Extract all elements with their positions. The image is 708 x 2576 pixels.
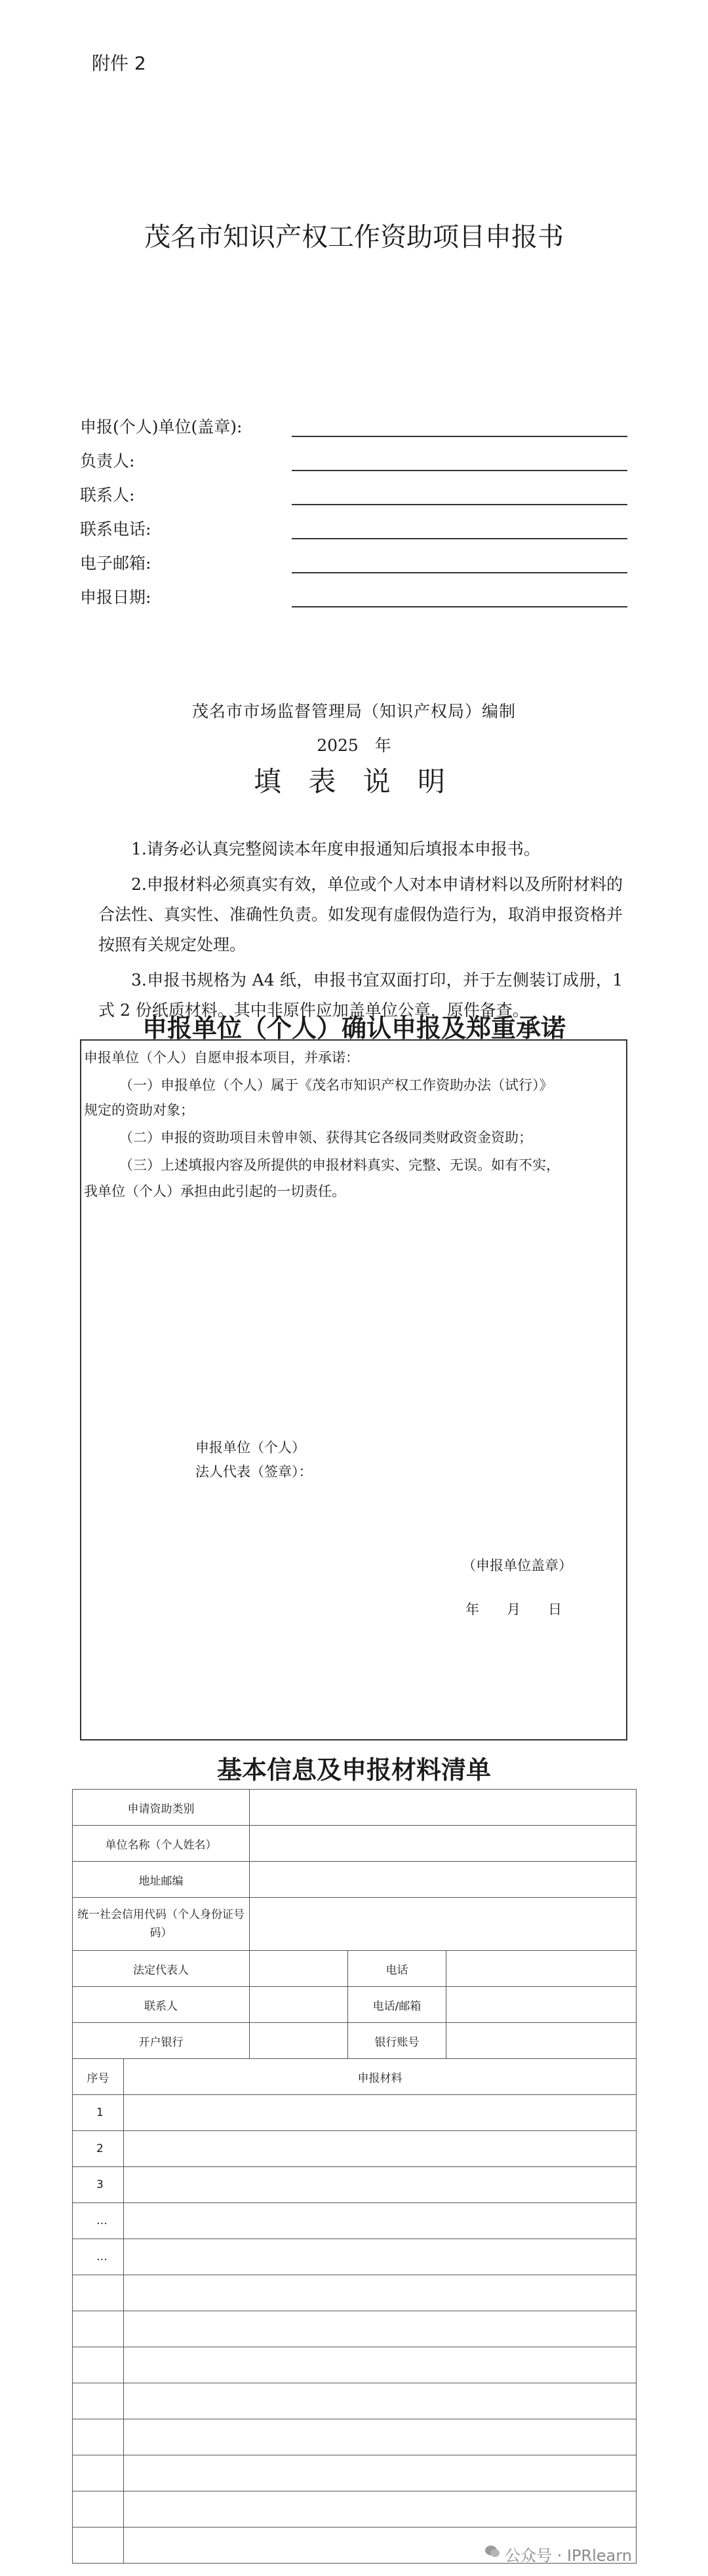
material-row xyxy=(73,2455,637,2491)
watermark: 公众号 · IPRlearn xyxy=(505,2547,632,2565)
year-line: 2025 年 xyxy=(317,736,391,755)
material-row-number: 3 xyxy=(73,2167,124,2203)
promise-clause-3: （三）上述填报内容及所提供的申报材料真实、完整、无误。如有不实， xyxy=(119,1157,560,1173)
promise-clause-2: （二）申报的资助项目未曾申领、获得其它各级同类财政资金资助； xyxy=(119,1130,532,1145)
material-row-value[interactable] xyxy=(124,2239,637,2275)
promise-clause-1-cont: 规定的资助对象； xyxy=(84,1102,194,1118)
value-address[interactable] xyxy=(250,1862,637,1898)
info-row-unit-name xyxy=(73,1826,637,1862)
field-line-unit[interactable] xyxy=(292,436,627,437)
promise-date: 年 月 日 xyxy=(465,1602,562,1617)
label-category: 申请资助类别 xyxy=(73,1790,250,1826)
field-label-phone: 联系电话: xyxy=(80,520,151,539)
info-table xyxy=(72,1789,637,2564)
material-row-value[interactable] xyxy=(124,2455,637,2491)
material-row xyxy=(73,2239,637,2275)
value-account[interactable] xyxy=(446,2023,637,2059)
instruction-item-3: 3.申报书规格为 A4 纸，申报书宜双面打印，并于左侧装订成册，1 式 2 份纸质材料。其中非原件应加盖单位公章，原件备查。 xyxy=(98,971,623,1020)
value-legal-rep[interactable] xyxy=(250,1951,348,1987)
material-row-value[interactable] xyxy=(124,2095,637,2131)
material-row xyxy=(73,2311,637,2347)
material-row-value[interactable] xyxy=(124,2275,637,2311)
material-row-number: 2 xyxy=(73,2131,124,2167)
value-bank[interactable] xyxy=(250,2023,348,2059)
material-row-number xyxy=(73,2491,124,2528)
material-row-value[interactable] xyxy=(124,2491,637,2528)
material-row xyxy=(73,2347,637,2383)
material-row-number xyxy=(73,2419,124,2455)
material-row-number xyxy=(73,2347,124,2383)
label-bank: 开户银行 xyxy=(73,2023,250,2059)
info-row-bank xyxy=(73,2023,637,2059)
wechat-icon xyxy=(484,2543,501,2560)
field-line-leader[interactable] xyxy=(292,470,627,471)
field-line-phone[interactable] xyxy=(292,538,627,539)
material-row xyxy=(73,2275,637,2311)
info-row-category xyxy=(73,1790,637,1826)
field-label-leader: 负责人: xyxy=(80,452,135,471)
material-row xyxy=(73,2203,637,2239)
field-line-contact[interactable] xyxy=(292,504,627,505)
field-label-contact: 联系人: xyxy=(80,486,135,505)
label-legal-rep: 法定代表人 xyxy=(73,1951,250,1987)
label-account: 银行账号 xyxy=(348,2023,446,2059)
label-contact: 联系人 xyxy=(73,1987,250,2023)
document-title: 茂名市知识产权工作资助项目申报书 xyxy=(144,222,564,252)
field-label-unit: 申报(个人)单位(盖章): xyxy=(80,417,243,436)
value-credit-code[interactable] xyxy=(250,1898,637,1951)
value-category[interactable] xyxy=(250,1790,637,1826)
material-row-number: … xyxy=(73,2203,124,2239)
material-row-number xyxy=(73,2275,124,2311)
material-row-number xyxy=(73,2311,124,2347)
label-address: 地址邮编 xyxy=(73,1862,250,1898)
material-row-value[interactable] xyxy=(124,2311,637,2347)
attachment-label: 附件 2 xyxy=(92,52,146,74)
material-row xyxy=(73,2491,637,2528)
info-row-contact xyxy=(73,1987,637,2023)
instruction-item-1: 1.请务必认真完整阅读本年度申报通知后填报本申报书。 xyxy=(131,839,540,858)
material-row-number: … xyxy=(73,2239,124,2275)
material-row-value[interactable] xyxy=(124,2383,637,2419)
instruction-item-2: 2.申报材料必须真实有效，单位或个人对本申请材料以及所附材料的合法性、真实性、准确性负责。如发现有虚假伪造行为，取消申报资格并按照有关规定处理。 xyxy=(98,875,623,954)
field-label-email: 电子邮箱: xyxy=(80,554,151,573)
signature-rep-label: 法人代表（签章）： xyxy=(195,1464,313,1480)
materials-header-row xyxy=(73,2059,637,2095)
material-row-value[interactable] xyxy=(124,2203,637,2239)
material-row xyxy=(73,2095,637,2131)
material-row-number xyxy=(73,2455,124,2491)
info-row-legal-rep xyxy=(73,1951,637,1987)
material-row xyxy=(73,2419,637,2455)
material-row-value[interactable] xyxy=(124,2419,637,2455)
material-row xyxy=(73,2383,637,2419)
material-row xyxy=(73,2167,637,2203)
promise-clause-3-cont: 我单位（个人）承担由此引起的一切责任。 xyxy=(84,1183,345,1199)
material-row-value[interactable] xyxy=(124,2167,637,2203)
field-label-date: 申报日期: xyxy=(80,588,151,607)
col-header-material: 申报材料 xyxy=(124,2059,637,2095)
info-row-credit-code xyxy=(73,1898,637,1951)
label-unit-name: 单位名称（个人姓名） xyxy=(73,1826,250,1862)
field-line-date[interactable] xyxy=(292,606,627,607)
promise-title: 申报单位（个人）确认申报及郑重承诺 xyxy=(142,1014,566,1043)
instructions-title: 填 表 说 明 xyxy=(253,765,455,798)
col-header-no: 序号 xyxy=(73,2059,124,2095)
signature-unit-label: 申报单位（个人） xyxy=(195,1440,305,1455)
field-line-email[interactable] xyxy=(292,572,627,573)
material-row xyxy=(73,2131,637,2167)
info-row-address xyxy=(73,1862,637,1898)
label-phone-email: 电话/邮箱 xyxy=(348,1987,446,2023)
value-contact[interactable] xyxy=(250,1987,348,2023)
material-row-value[interactable] xyxy=(124,2131,637,2167)
material-row-number xyxy=(73,2528,124,2564)
value-phone[interactable] xyxy=(446,1951,637,1987)
material-row-number xyxy=(73,2383,124,2419)
label-credit-code: 统一社会信用代码（个人身份证号码） xyxy=(73,1898,250,1951)
info-title: 基本信息及申报材料清单 xyxy=(216,1756,491,1784)
material-row-number: 1 xyxy=(73,2095,124,2131)
material-row-value[interactable] xyxy=(124,2347,637,2383)
promise-intro: 申报单位（个人）自愿申报本项目，并承诺： xyxy=(84,1050,359,1066)
compiler-line: 茂名市市场监督管理局（知识产权局）编制 xyxy=(191,702,516,721)
promise-clause-1: （一）申报单位（个人）属于《茂名市知识产权工作资助办法（试行）》 xyxy=(119,1077,553,1093)
seal-label: （申报单位盖章） xyxy=(462,1558,572,1573)
value-unit-name[interactable] xyxy=(250,1826,637,1862)
value-phone-email[interactable] xyxy=(446,1987,637,2023)
label-phone: 电话 xyxy=(348,1951,446,1987)
